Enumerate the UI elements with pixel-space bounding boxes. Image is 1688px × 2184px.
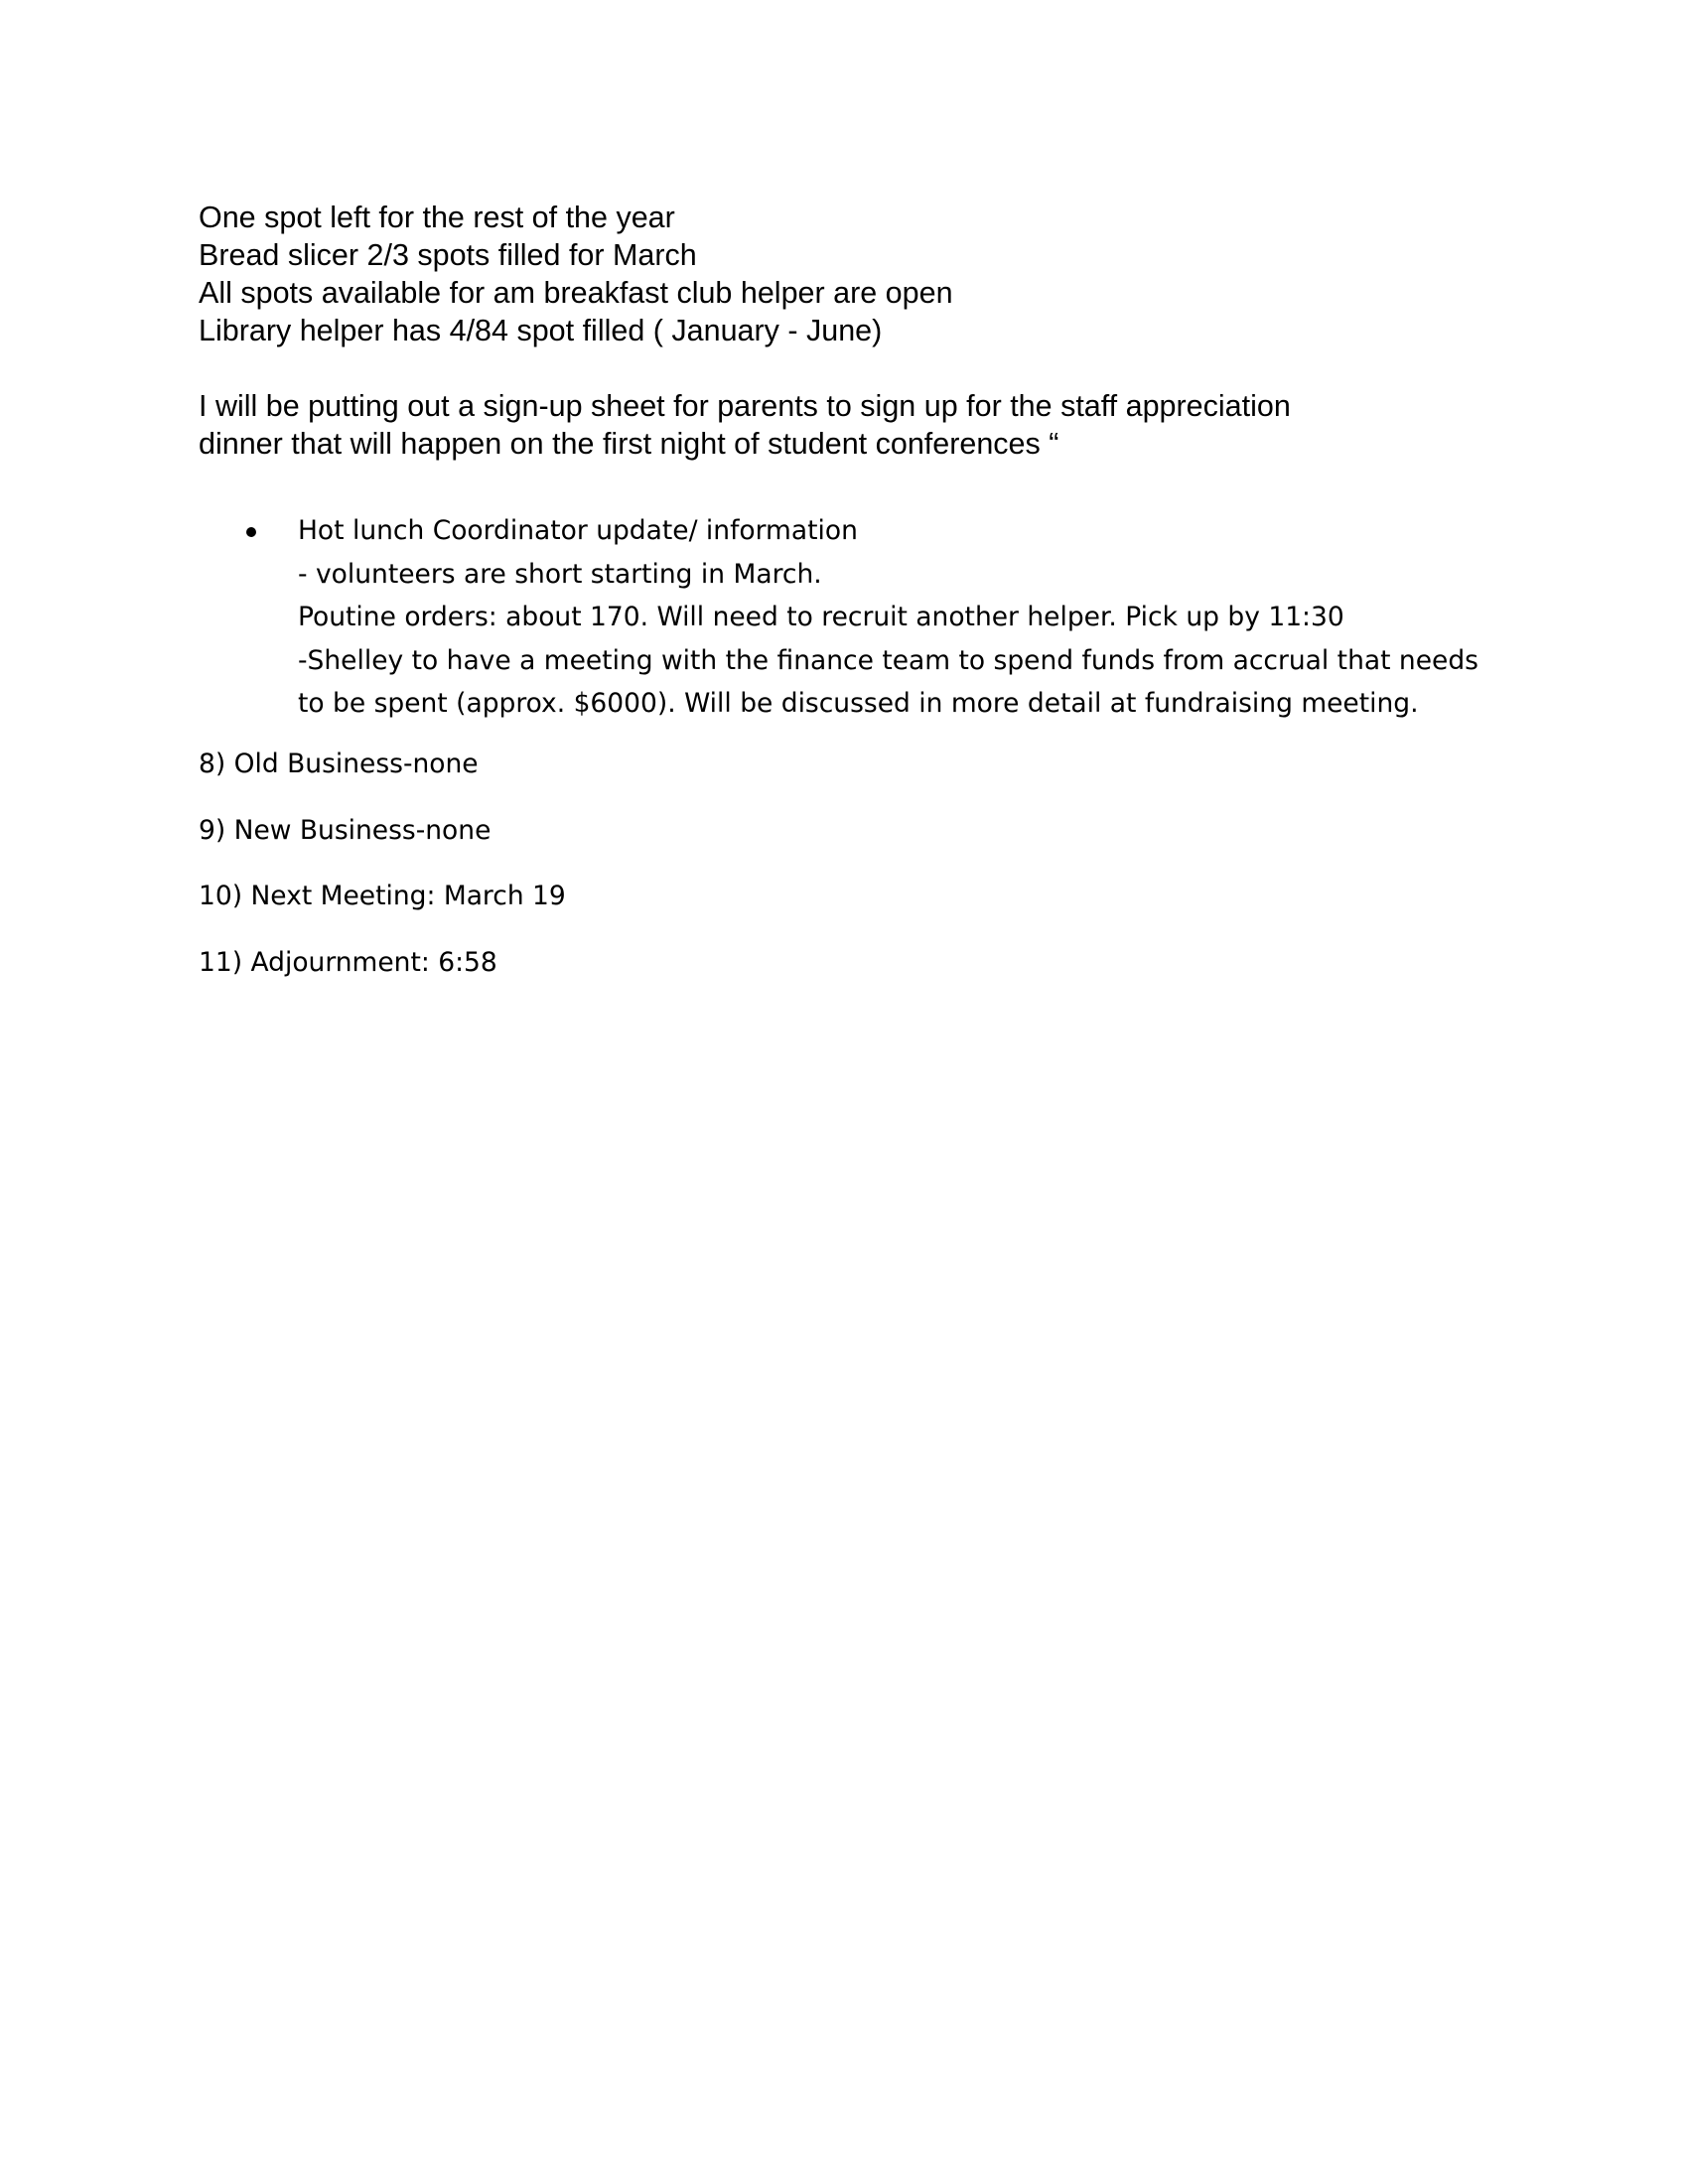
signup-paragraph-line: dinner that will happen on the first night of student conferences “ <box>199 427 1059 461</box>
volunteer-status-line: One spot left for the rest of the year <box>199 201 675 234</box>
agenda-item-next-meeting: 10) Next Meeting: March 19 <box>199 881 566 911</box>
hot-lunch-line: - volunteers are short starting in March. <box>298 558 822 590</box>
hot-lunch-line: Poutine orders: about 170. Will need to recruit another helper. Pick up by 11:30 <box>298 602 1344 632</box>
volunteer-status-line: Library helper has 4/84 spot filled ( January - June) <box>199 314 883 347</box>
agenda-list <box>199 747 566 1011</box>
paragraph-gap <box>199 349 1509 387</box>
signup-paragraph-line: I will be putting out a sign-up sheet for parents to sign up for the staff appreciation <box>199 389 1291 423</box>
hot-lunch-bullet <box>199 509 1529 726</box>
bullet-icon <box>199 509 298 726</box>
hot-lunch-line: -Shelley to have a meeting with the finance team to spend funds from accrual that needs <box>298 644 1478 676</box>
bullet-content <box>298 509 1478 726</box>
volunteer-status-line: All spots available for am breakfast club helper are open <box>199 276 953 310</box>
agenda-item-new-business: 9) New Business-none <box>199 814 492 846</box>
volunteer-notes <box>199 199 1509 463</box>
agenda-item-adjournment: 11) Adjournment: 6:58 <box>199 946 497 978</box>
agenda-item-old-business: 8) Old Business-none <box>199 749 479 779</box>
volunteer-status-line: Bread slicer 2/3 spots filled for March <box>199 238 697 272</box>
bullet-list-item <box>199 509 1529 726</box>
hot-lunch-heading: Hot lunch Coordinator update/ information <box>298 515 858 546</box>
hot-lunch-line: to be spent (approx. $6000). Will be discussed in more detail at fundraising meeting. <box>298 688 1419 719</box>
